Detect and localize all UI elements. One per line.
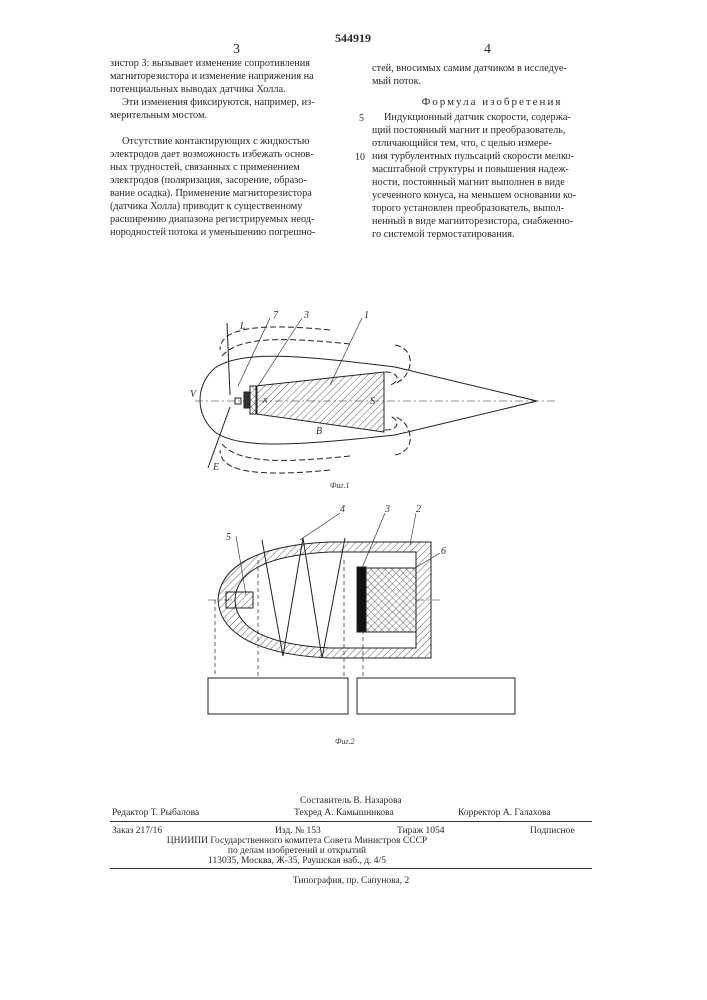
text-line: Эти изменения фиксируются, например, из- — [110, 96, 345, 109]
text-line: потенциальных выводах датчика Холла. — [110, 83, 345, 96]
text-line: расширению диапазона регистрируемых неод- — [110, 213, 345, 226]
sensor-element — [244, 392, 250, 408]
org-line-1: ЦНИИПИ Государственного комитета Совета Министров СССР — [110, 836, 484, 847]
text-line: (датчика Холла) приводит к существенному — [110, 200, 345, 213]
edition: Изд. № 153 — [275, 826, 321, 837]
text-line: Отсутствие контактирующих с жидкостью — [110, 135, 345, 148]
text-line: мерительным мостом. — [110, 109, 345, 122]
text-line: щий постоянный магнит и преобразователь, — [372, 124, 612, 137]
fig2-label-5: 5 — [226, 532, 231, 543]
figure-1 — [195, 318, 555, 473]
fig2-label-4: 4 — [340, 504, 345, 515]
fig1-label-3: 3 — [303, 310, 309, 321]
text-line: магниторезистора и изменение напряжения на — [110, 70, 345, 83]
line-marker-10: 10 — [355, 152, 365, 163]
text-line: мый поток. — [372, 75, 612, 88]
page-number-right: 4 — [484, 42, 491, 58]
text-line: зистор 3: вызывает изменение сопротивления — [110, 57, 345, 70]
editor: Редактор Т. Рыбалова — [112, 808, 199, 819]
patent-number: 544919 — [335, 31, 371, 46]
fig1-label-L: L — [239, 321, 246, 332]
fig1-caption: Фиг.1 — [330, 481, 349, 490]
patent-page — [0, 0, 707, 1000]
page-number-left: 3 — [233, 42, 240, 58]
line-marker-5: 5 — [359, 113, 364, 124]
text-line: торого установлен преобразователь, выпол- — [372, 202, 612, 215]
compiler: Составитель В. Назарова — [300, 796, 402, 807]
text-line: вание осадка). Применение магниторезистора — [110, 187, 345, 200]
leader-2 — [410, 513, 416, 545]
corrector: Корректор А. Галахова — [458, 808, 551, 819]
text-line: масштабной структуры и повышения надеж- — [372, 163, 612, 176]
fig2-label-2: 2 — [416, 504, 421, 515]
magnetoresistor-2 — [357, 567, 366, 632]
text-line: Индукционный датчик скорости, содержа- — [372, 111, 612, 124]
fig1-label-1: 1 — [364, 310, 369, 321]
vector-e-up — [227, 323, 230, 395]
thermostat — [366, 568, 416, 632]
divider — [110, 821, 592, 822]
text-line: электродов (поляризация, засорение, образо- — [110, 174, 345, 187]
fig1-label-E: E — [212, 462, 219, 473]
text-line: отличающийся тем, что, с целью измере- — [372, 137, 612, 150]
figure-2 — [208, 513, 515, 714]
fig2-label-3: 3 — [384, 504, 390, 515]
text-line: усеченного конуса, на меньшем основании ко- — [372, 189, 612, 202]
text-line: стей, вносимых самим датчиком в исследуе- — [372, 62, 612, 75]
figures-drawing — [0, 0, 707, 760]
fig1-label-S: S — [370, 396, 375, 407]
hall-sensor-2 — [226, 592, 253, 608]
fig1-label-7: 7 — [273, 310, 279, 321]
subscription: Подписное — [530, 826, 575, 837]
text-line: ных трудностей, связанных с применением — [110, 161, 345, 174]
magnetoresistor — [250, 386, 257, 414]
circulation: Тираж 1054 — [397, 826, 445, 837]
text-line: нородностей потока и уменьшению погрешно- — [110, 226, 345, 239]
fig1-label-B: B — [316, 426, 322, 437]
text-line: ности, постоянный магнит выполнен в виде — [372, 176, 612, 189]
measurement-block-2 — [357, 678, 515, 714]
order: Заказ 217/16 — [112, 826, 162, 837]
printer: Типография, пр. Сапунова, 2 — [110, 876, 592, 887]
magnet-cone — [256, 372, 384, 432]
fig1-label-V: V — [190, 389, 198, 400]
fig2-label-6: 6 — [441, 546, 446, 557]
text-line: ненный в виде магниторезистора, снабженно- — [372, 215, 612, 228]
fig2-caption: Фиг.2 — [335, 737, 354, 746]
org-line-2: по делам изобретений и открытий — [110, 846, 484, 857]
divider — [110, 868, 592, 869]
techred: Техред А. Камышникова — [294, 808, 394, 819]
text-line: электродов дает возможность избежать основ- — [110, 148, 345, 161]
leader-3 — [258, 318, 302, 386]
measurement-block-1 — [208, 678, 348, 714]
leader-4 — [300, 513, 340, 540]
text-line: ния турбулентных пульсаций скорости мелко- — [372, 150, 612, 163]
claims-heading: Формула изобретения — [372, 96, 612, 109]
fig1-label-N: N — [262, 397, 268, 405]
text-line: го системой термостатирования. — [372, 228, 612, 241]
address: 113035, Москва, Ж-35, Раушская наб., д. 4/5 — [110, 856, 484, 867]
